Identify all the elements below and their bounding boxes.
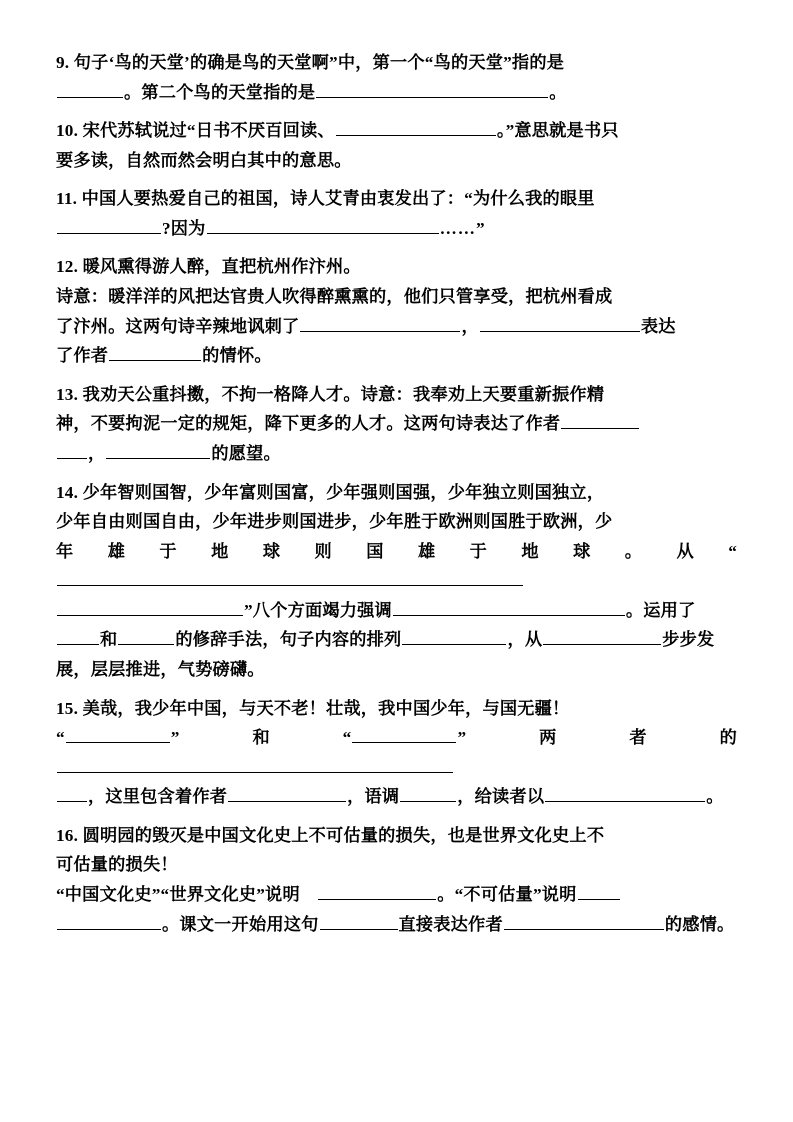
question-11 [56, 184, 737, 243]
question-14 [56, 478, 737, 685]
fill-blank[interactable] [352, 724, 456, 743]
fill-blank[interactable] [57, 567, 523, 586]
question-12-text-5: 表达 [640, 316, 676, 336]
question-9-text-1: 9. 句子‘鸟的天堂’的确是鸟的天堂啊”中，第一个“鸟的天堂”指的是 [56, 53, 565, 72]
question-12-text-2: 诗意：暖洋洋的风把达官贵人吹得醉熏熏的，他们只管享受，把杭州看成 [56, 287, 613, 307]
question-14-text-3: 年雄于地球则国雄于地球。从“ [56, 541, 737, 561]
question-16-text-5: 。课文一开始用这句 [162, 914, 319, 934]
fill-blank[interactable] [109, 342, 201, 361]
question-11-text-3: ……” [439, 218, 486, 238]
fill-blank[interactable] [400, 783, 456, 802]
question-10-text-3: 要多读，自然而然会明白其中的意思。 [56, 150, 352, 170]
fill-blank[interactable] [543, 626, 661, 645]
fill-blank[interactable] [402, 626, 506, 645]
fill-blank[interactable] [578, 881, 620, 900]
fill-blank[interactable] [300, 313, 460, 332]
fill-blank[interactable] [118, 626, 174, 645]
question-14-text-9: 步步发 [662, 630, 715, 650]
fill-blank[interactable] [318, 881, 436, 900]
question-13-text-4: 的愿望。 [211, 443, 281, 463]
question-15-text-1: 15. 美哉，我少年中国，与天不老！壮哉，我中国少年，与国无疆！ [56, 698, 570, 718]
fill-blank[interactable] [207, 215, 439, 234]
fill-blank[interactable] [393, 597, 625, 616]
question-16-text-6: 直接表达作者 [398, 914, 503, 934]
question-15-text-6: ，语调 [347, 787, 400, 807]
fill-blank[interactable] [57, 597, 243, 616]
question-13-text-3: ， [88, 443, 106, 463]
question-10-text-2: 。”意思就是书只 [496, 121, 619, 141]
fill-blank[interactable] [66, 724, 170, 743]
fill-blank[interactable] [106, 440, 210, 459]
fill-blank[interactable] [504, 911, 664, 930]
question-14-text-2: 少年自由则国自由，少年进步则国进步，少年胜于欧洲则国胜于欧洲，少 [56, 512, 613, 532]
question-13-text-1: 13. 我劝天公重抖擞，不拘一格降人才。诗意：我奉劝上天要重新振作精 [56, 384, 605, 404]
fill-blank[interactable] [336, 117, 496, 136]
question-12 [56, 252, 737, 370]
question-15-text-2: “ [56, 728, 65, 748]
question-16-text-3: “中国文化史”“世界文化史”说明 [56, 885, 318, 905]
fill-blank[interactable] [57, 626, 99, 645]
question-11-text-2: ?因为 [162, 218, 206, 238]
fill-blank[interactable] [561, 410, 639, 429]
fill-blank[interactable] [320, 911, 398, 930]
fill-blank[interactable] [316, 79, 548, 98]
question-13-text-2: 神，不要拘泥一定的规矩，降下更多的人才。这两句诗表达了作者 [56, 414, 561, 434]
fill-blank[interactable] [480, 313, 640, 332]
question-15 [56, 694, 737, 812]
question-12-text-1: 12. 暖风熏得游人醉，直把杭州作汴州。 [56, 257, 361, 277]
question-16-text-4: 。“不可估量”说明 [437, 885, 577, 905]
question-16-text-1: 16. 圆明园的毁灭是中国文化史上不可估量的损失，也是世界文化史上不 [56, 825, 605, 845]
document-body [56, 48, 737, 939]
question-16-text-7: 的感情。 [664, 914, 735, 934]
question-14-text-1: 14. 少年智则国智，少年富则国富，少年强则国强，少年独立则国独立， [56, 482, 605, 502]
question-14-text-4: ”八个方面竭力强调 [244, 600, 392, 620]
question-14-text-8: ，从 [507, 630, 543, 650]
fill-blank[interactable] [57, 754, 453, 773]
question-15-text-8: 。 [706, 787, 724, 807]
fill-blank[interactable] [57, 440, 87, 459]
question-15-text-4: ”两者的 [457, 728, 737, 748]
fill-blank[interactable] [57, 215, 161, 234]
question-12-text-3: 了汴州。这两句诗辛辣地讽刺了 [56, 316, 300, 336]
question-10-text-1: 10. 宋代苏轼说过“日书不厌百回读、 [56, 121, 335, 141]
question-12-text-6: 了作者 [56, 346, 109, 366]
fill-blank[interactable] [57, 79, 123, 98]
question-12-text-4: ， [461, 316, 479, 336]
question-14-text-5: 。运用了 [625, 600, 696, 620]
question-16-text-2: 可估量的损失！ [56, 855, 178, 875]
question-14-text-6: 和 [100, 630, 118, 650]
question-12-text-7: 的情怀。 [202, 346, 272, 366]
fill-blank[interactable] [545, 783, 705, 802]
fill-blank[interactable] [57, 911, 161, 930]
question-13 [56, 380, 737, 469]
fill-blank[interactable] [228, 783, 346, 802]
fill-blank[interactable] [57, 783, 87, 802]
question-14-text-7: 的修辞手法，句子内容的排列 [175, 630, 402, 650]
question-15-text-7: ，给读者以 [457, 787, 545, 807]
question-14-text-10: 展，层层推进，气势磅礴。 [56, 659, 265, 679]
question-11-text-1: 11. 中国人要热爱自己的祖国，诗人艾青由衷发出了：“为什么我的眼里 [56, 189, 595, 209]
question-9-text-2: 。第二个鸟的天堂指的是 [124, 82, 316, 102]
question-9 [56, 48, 737, 107]
question-15-text-3: ”和“ [170, 728, 352, 748]
question-15-text-5: ，这里包含着作者 [88, 787, 228, 807]
question-10 [56, 116, 737, 175]
question-16 [56, 821, 737, 939]
question-9-text-3: 。 [549, 82, 567, 102]
